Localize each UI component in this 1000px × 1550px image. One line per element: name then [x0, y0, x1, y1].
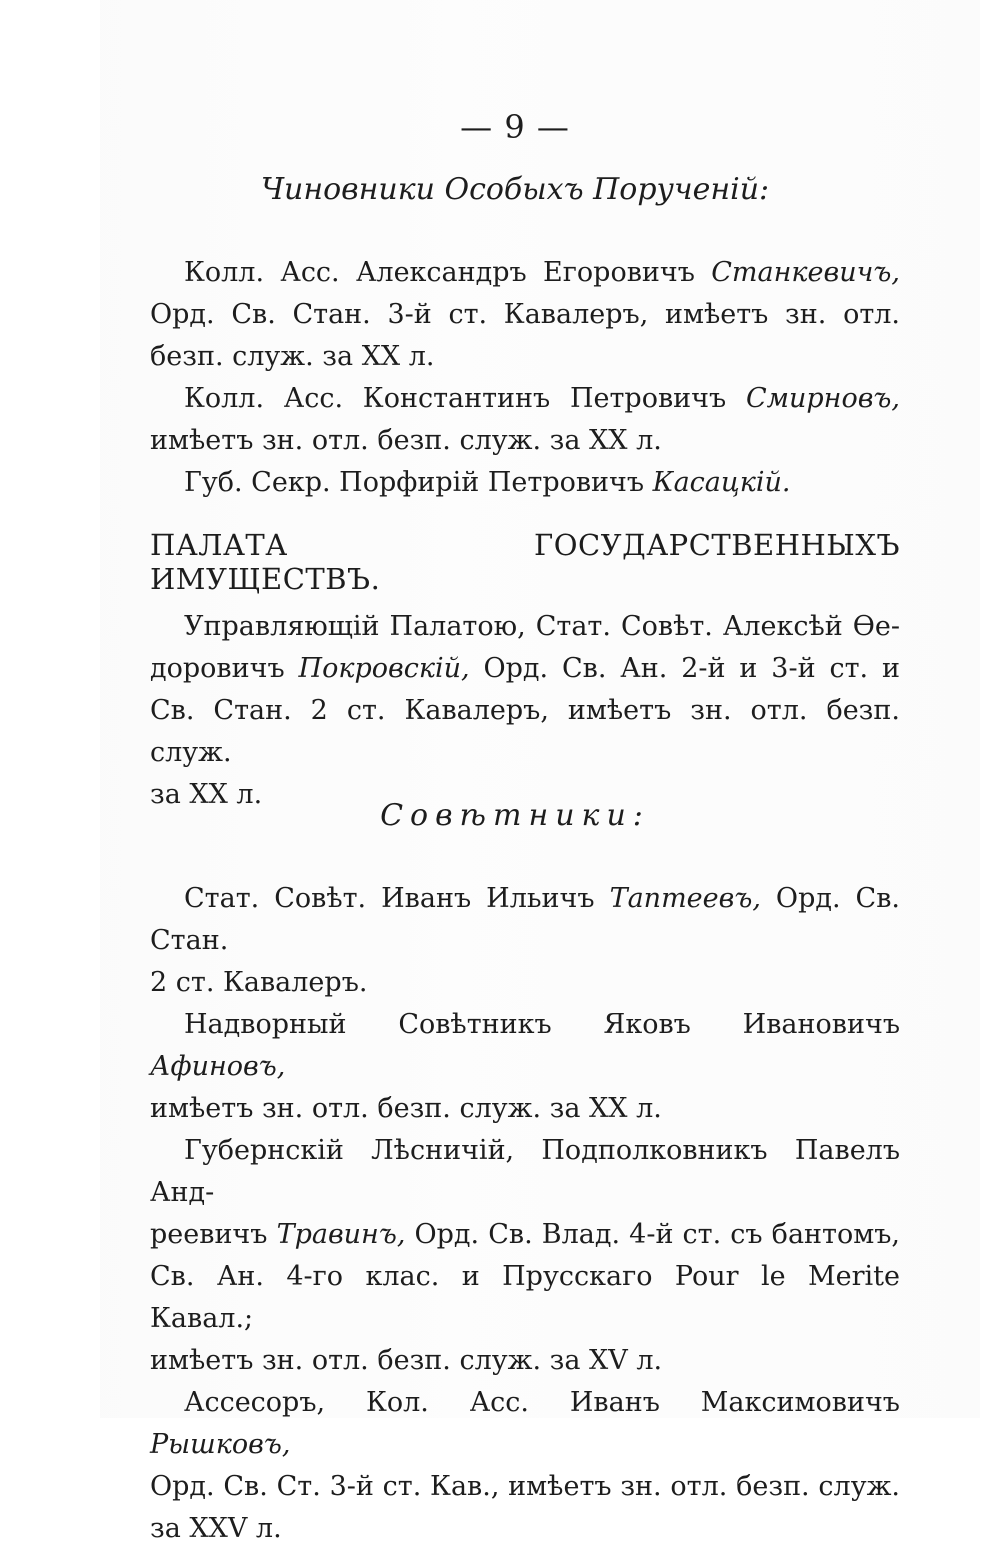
person-name: Травинъ, — [276, 1219, 406, 1250]
entry-line: Ассесоръ, Кол. Асс. Иванъ Максимовичъ Рышковъ, — [150, 1387, 900, 1460]
entry-line: Губернскій Лѣсничій, Подполковникъ Павелъ Анд- — [150, 1135, 900, 1208]
councillor-entry-2 — [150, 1004, 900, 1130]
councillor-entry-4 — [150, 1382, 900, 1550]
official-entry-1 — [150, 252, 900, 378]
officials-list — [150, 252, 900, 504]
officials-heading: Чиновники Особыхъ Порученій: — [260, 172, 770, 207]
entry-line: Губ. Секр. Порфирій Петровичъ Касацкій. — [184, 467, 791, 498]
page-number: — 9 — — [460, 108, 570, 146]
entry-line: 2 ст. Кавалеръ. — [150, 967, 368, 998]
entry-line: имѣетъ зн. отл. безп. служ. за XV л. — [150, 1345, 663, 1376]
councillors-list — [150, 878, 900, 1550]
entry-line: за XXV л. — [150, 1513, 282, 1544]
entry-line: Надворный Совѣтникъ Яковъ Ивановичъ Афиновъ, — [150, 1009, 900, 1082]
chamber-manager — [150, 606, 900, 816]
person-name: Афиновъ, — [150, 1051, 286, 1082]
official-entry-3 — [150, 462, 900, 504]
entry-line: Св. Ан. 4-го клас. и Прусскаго Pour le Merite Кавал.; — [150, 1261, 900, 1334]
entry-line: за XX л. — [150, 779, 263, 810]
entry-line: реевичъ Травинъ, Орд. Св. Влад. 4-й ст. съ бантомъ, — [150, 1219, 900, 1250]
entry-line: Управляющій Палатою, Стат. Совѣт. Алексѣй Ѳе- — [184, 611, 900, 642]
councillor-entry-3 — [150, 1130, 900, 1382]
councillor-entry-1 — [150, 878, 900, 1004]
entry-line: Колл. Асс. Александръ Егоровичъ Станкевичъ, — [184, 257, 900, 288]
entry-line: имѣетъ зн. отл. безп. служ. за XX л. — [150, 425, 662, 456]
person-name: Станкевичъ, — [711, 257, 900, 288]
person-name: Рышковъ, — [150, 1429, 291, 1460]
councillors-heading: Совѣтники: — [380, 798, 650, 833]
chamber-heading: ПАЛАТА ГОСУДАРСТВЕННЫХЪ ИМУЩЕСТВЪ. — [150, 528, 900, 596]
entry-line: доровичъ Покровскій, Орд. Св. Ан. 2-й и 3-й ст. и — [150, 653, 901, 684]
entry-line: Стат. Совѣт. Иванъ Ильичъ Таптеевъ, Орд. Св. Стан. — [150, 883, 901, 956]
person-name: Касацкій. — [652, 467, 791, 498]
entry-line: Св. Стан. 2 ст. Кавалеръ, имѣетъ зн. отл. безп. служ. — [150, 695, 900, 768]
entry-line: имѣетъ зн. отл. безп. служ. за XX л. — [150, 1093, 662, 1124]
entry-line: Орд. Св. Ст. 3-й ст. Кав., имѣетъ зн. отл. безп. служ. — [150, 1471, 900, 1502]
person-name: Таптеевъ, — [609, 883, 761, 914]
person-name: Смирновъ, — [745, 383, 900, 414]
entry-line: Орд. Св. Стан. 3-й ст. Кавалеръ, имѣетъ зн. отл. — [150, 299, 900, 330]
person-name: Покровскій, — [298, 653, 470, 684]
entry-line: безп. служ. за XX л. — [150, 341, 435, 372]
manager-entry — [150, 606, 900, 816]
entry-line: Колл. Асс. Константинъ Петровичъ Смирновъ, — [184, 383, 900, 414]
official-entry-2 — [150, 378, 900, 462]
